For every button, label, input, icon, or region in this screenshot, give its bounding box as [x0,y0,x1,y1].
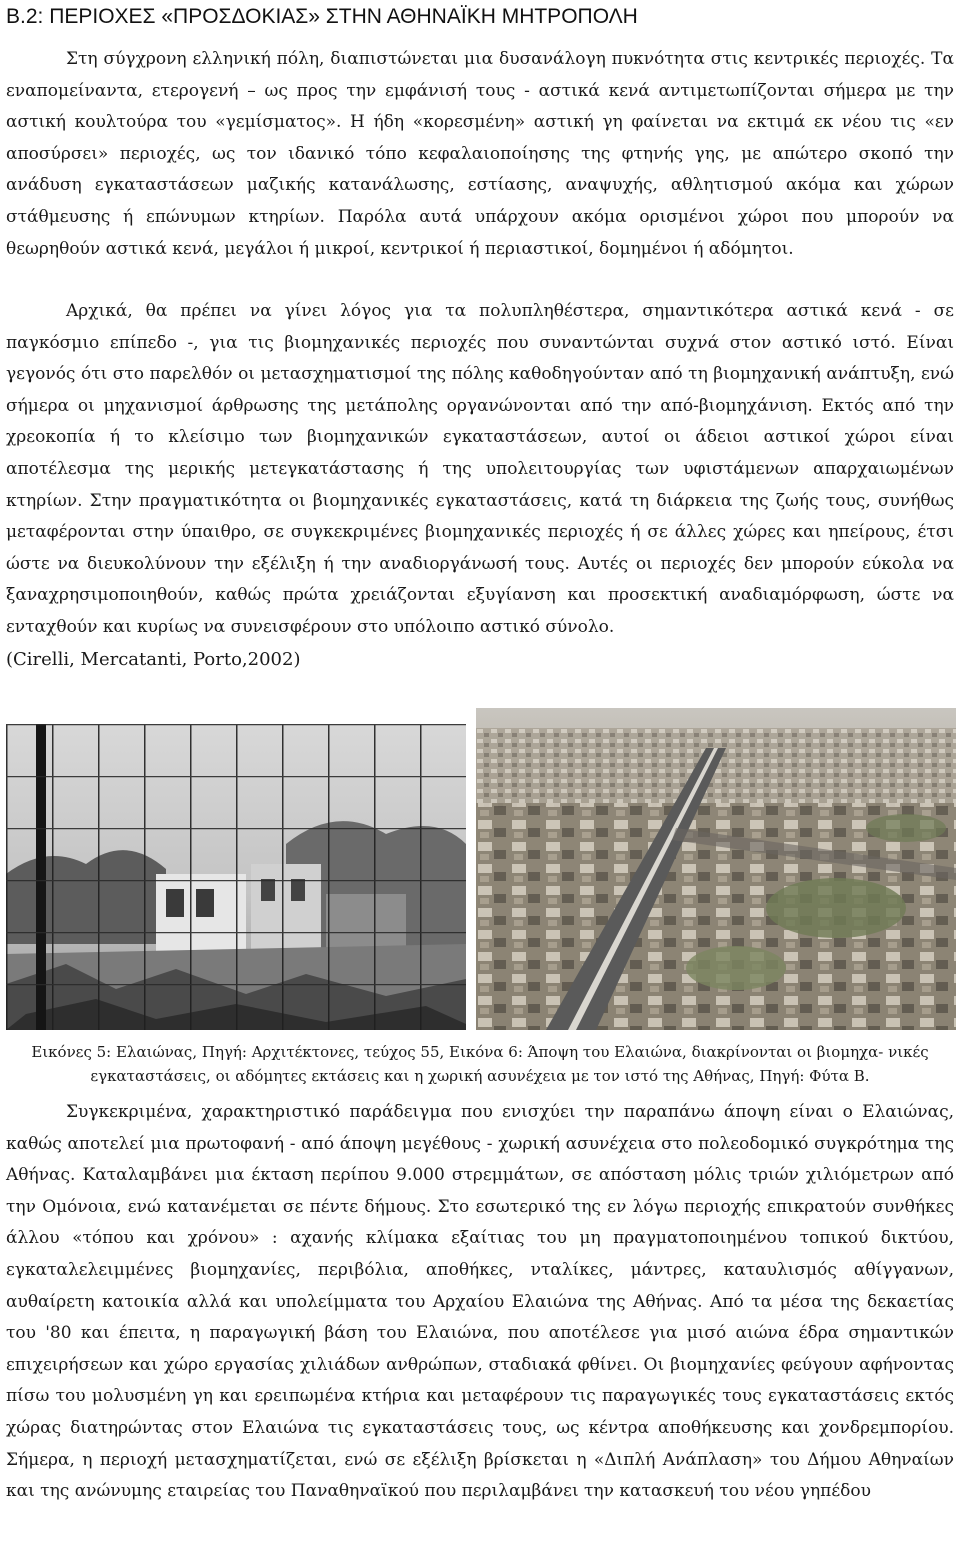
photo-elaionas-fence [6,724,466,1030]
paragraph-industrial-areas [6,296,954,675]
photo-elaionas-aerial-image [476,708,956,1030]
photo-elaionas-fence-image [6,724,466,1030]
paragraph-intro: Στη σύγχρονη ελληνική πόλη, διαπιστώνεται μια δυσανάλογη πυκνότητα στις κεντρικές περιοχές. Τα εναπομείναντα, ετερογενή – ως προς την εμφάνισή τους - αστικά κενά αντιμετωπίζονται σήμερα με την αστική κουλτούρα του «γεμίσματος». Η ήδη «κορεσμένη» αστική γη φαίνεται να εκτιμά εκ νέου τις «εν αποσύρσει» περιοχές, ως τον ιδανικό τόπο κεφαλαιοποίησης της φτηνής γης, με απώτερο σκοπό την ανάδυση εγκαταστάσεων μαζικής κατανάλωσης, εστίασης, αναψυχής, αθλητισμού ακόμα και χώρων στάθμευσης ή επώνυμων κτηρίων. Παρόλα αυτά υπάρχουν ακόμα ορισμένοι χώροι που μπορούν να θεωρηθούν αστικά κενά, μεγάλοι ή μικροί, κεντρικοί ή περιαστικοί, δομημένοι ή αδόμητοι. [6,49,954,259]
section-heading: Β.2: ΠΕΡΙΟΧΕΣ «ΠΡΟΣΔΟΚΙΑΣ» ΣΤΗΝ ΑΘΗΝΑΪΚΗ ΜΗΤΡΟΠΟΛΗ [6,5,638,28]
paragraph-elaionas: Συγκεκριμένα, χαρακτηριστικό παράδειγμα που ενισχύει την παραπάνω άποψη είναι ο Ελαιώνας, καθώς αποτελεί μια πρωτοφανή - από άποψη μεγέθους - χωρική ασυνέχεια στο πολεοδομικό συγκρότημα της Αθήνας. Καταλαμβάνει μια έκταση περίπου 9.000 στρεμμάτων, σε απόσταση μόλις τριών χιλιόμετρων από την Ομόνοια, ενώ κατανέμεται σε πέντε δήμους. Στο εσωτερικό της εν λόγω περιοχής επικρατούν συνθήκες άλλου «τόπου και χρόνου» : αχανής κλίμακα εξαίτιας του μη πραγματοποιημένου τοπικού δικτύου, εγκαταλελειμμένες βιομηχανίες, περιβόλια, αποθήκες, νταλίκες, μάντρες, καταυλισμός αθίγγανων, αυθαίρετη κατοικία αλλά και υπολείμματα του Αρχαίου Ελαιώνα της Αθήνας. Από τα μέσα της δεκαετίας του '80 και έπειτα, η παραγωγική βάση του Ελαιώνα, που αποτέλεσε για μισό αιώνα έδρα σημαντικών επιχειρήσεων και χώρο εργασίας χιλιάδων ανθρώπων, σταδιακά φθίνει. Οι βιομηχανίες φεύγουν αφήνοντας πίσω του μολυσμένη γη και ερειπωμένα κτήρια και μεταφέρουν τις παραγωγικές τους εγκαταστάσεις εκτός χώρας διατηρώντας στον Ελαιώνα τις εγκαταστάσεις τους, ως κέντρα αποθήκευσης και χονδρεμπορίου. Σήμερα, η περιοχή μετασχηματίζεται, ενώ σε εξέλιξη βρίσκεται η «Διπλή Ανάπλαση» του Δήμου Αθηναίων και της ανώνυμης εταιρείας του Παναθηναϊκού που περιλαμβάνει την κατασκευή του νέου γηπέδου [6,1102,954,1502]
photo-elaionas-aerial [476,708,956,1030]
paragraph-industrial-areas-text: Αρχικά, θα πρέπει να γίνει λόγος για τα πολυπληθέστερα, σημαντικότερα αστικά κενά - σε παγκόσμιο επίπεδο -, για τις βιομηχανικές περιοχές που συναντώνται συχνά στον αστικό ιστό. Είναι γεγονός ότι στο παρελθόν οι μετασχηματισμοί της πόλης καθοδηγούνταν από τη βιομηχανική ανάπτυξη, ενώ σήμερα οι μηχανισμοί άρθρωσης της μετάπολης οργανώνονται από την από-βιομηχάνιση. Εκτός από την χρεοκοπία ή το κλείσιμο των βιομηχανικών εγκαταστάσεων, αυτοί οι άδειοι αστικοί χώροι είναι αποτέλεσμα της μερικής μετεγκατάστασης ή της υπολειτουργίας των υφιστάμενων απαρχαιωμένων κτηρίων. Στην πραγματικότητα οι βιομηχανικές εγκαταστάσεις, κατά τη διάρκεια της ζωής τους, συνήθως μεταφέρονται στην ύπαιθρο, σε συγκεκριμένες βιομηχανικές περιοχές ή σε άλλες χώρες και ηπείρους, έτσι ώστε να διευκολύνουν την εξέλιξη ή την αναδιοργάνωσή τους. Αυτές οι περιοχές δεν μπορούν εύκολα να ξαναχρησιμοποιηθούν, καθώς πρώτα χρειάζονται εξυγίανση και προσεκτική αναδιαμόρφωση, ώστε να ενταχθούν και κυρίως να συνεισφέρουν στο υπόλοιπο αστικό σύνολο. [6,301,954,637]
figure-caption: Εικόνες 5: Ελαιώνας, Πηγή: Αρχιτέκτονες, τεύχος 55, Εικόνα 6: Άποψη του Ελαιώνα, διακρίνονται οι βιομηχα- νικές εγκαταστάσεις, οι αδόμητες εκτάσεις και η χωρική ασυνέχεια με τον ιστό της Αθήνας, Πηγή: Φύτα Β. [31,1043,929,1085]
citation: (Cirelli, Mercatanti, Porto,2002) [6,648,301,670]
